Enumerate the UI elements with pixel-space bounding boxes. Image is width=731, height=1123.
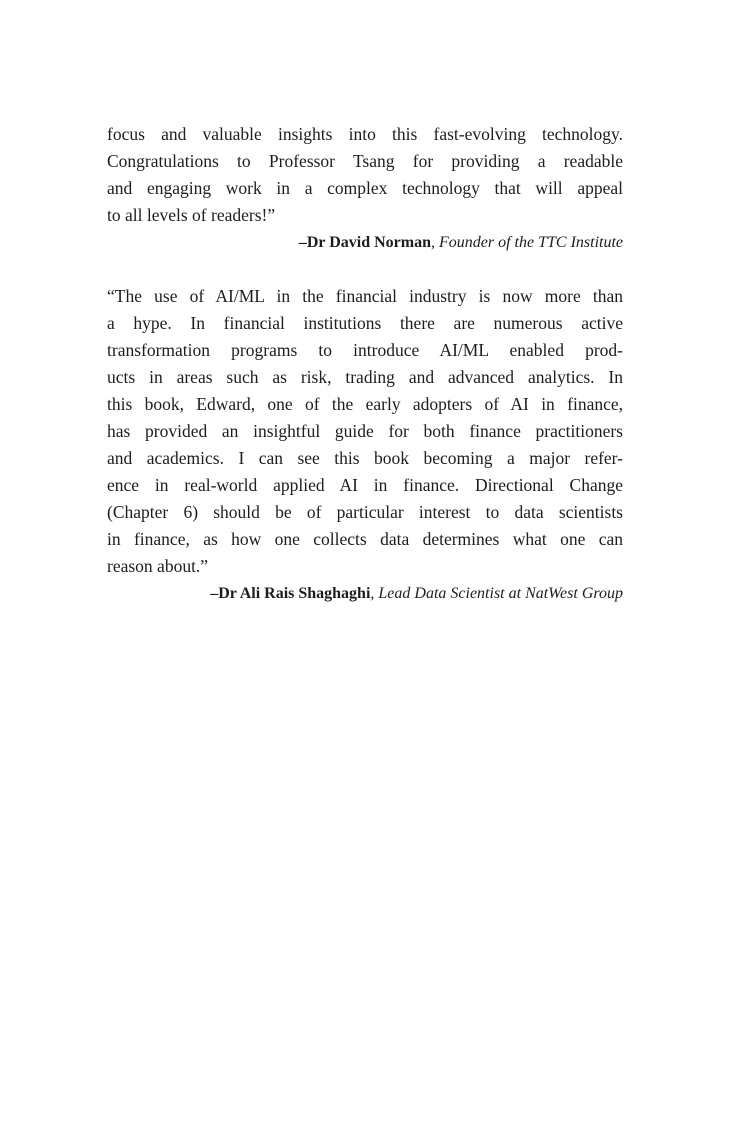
endorsement-paragraph-2 [107, 283, 623, 580]
text-line: Congratulations to Professor Tsang for providing a readable [107, 151, 623, 171]
text-line: ence in real-world applied AI in finance. Directional Change [107, 475, 623, 495]
text-line: has provided an insightful guide for both finance practitioners [107, 421, 623, 441]
text-line: ucts in areas such as risk, trading and advanced analytics. In [107, 367, 623, 387]
text-line: focus and valuable insights into this fast-evolving technology. [107, 124, 623, 144]
text-line: this book, Edward, one of the early adopters of AI in finance, [107, 394, 623, 414]
text-line: and engaging work in a complex technology that will appeal [107, 178, 623, 198]
text-line: to all levels of readers!” [107, 205, 276, 225]
attribution-role: , Founder of the TTC Institute [431, 234, 623, 251]
text-line: and academics. I can see this book becoming a major refer- [107, 448, 623, 468]
text-line: a hype. In financial institutions there are numerous active [107, 313, 623, 333]
attribution-author: –Dr Ali Rais Shaghaghi [210, 585, 371, 602]
endorsements-text-block [107, 121, 623, 607]
attribution-2 [107, 580, 623, 607]
attribution-1 [107, 229, 623, 256]
endorsement-paragraph-1 [107, 121, 623, 229]
text-line: transformation programs to introduce AI/ML enabled prod- [107, 340, 623, 360]
attribution-author: –Dr David Norman [298, 234, 431, 251]
text-line: reason about.” [107, 556, 209, 576]
text-line: (Chapter 6) should be of particular interest to data scientists [107, 502, 623, 522]
text-line: “The use of AI/ML in the financial industry is now more than [107, 286, 623, 306]
attribution-role: , Lead Data Scientist at NatWest Group [370, 585, 623, 602]
text-line: in finance, as how one collects data determines what one can [107, 529, 623, 549]
